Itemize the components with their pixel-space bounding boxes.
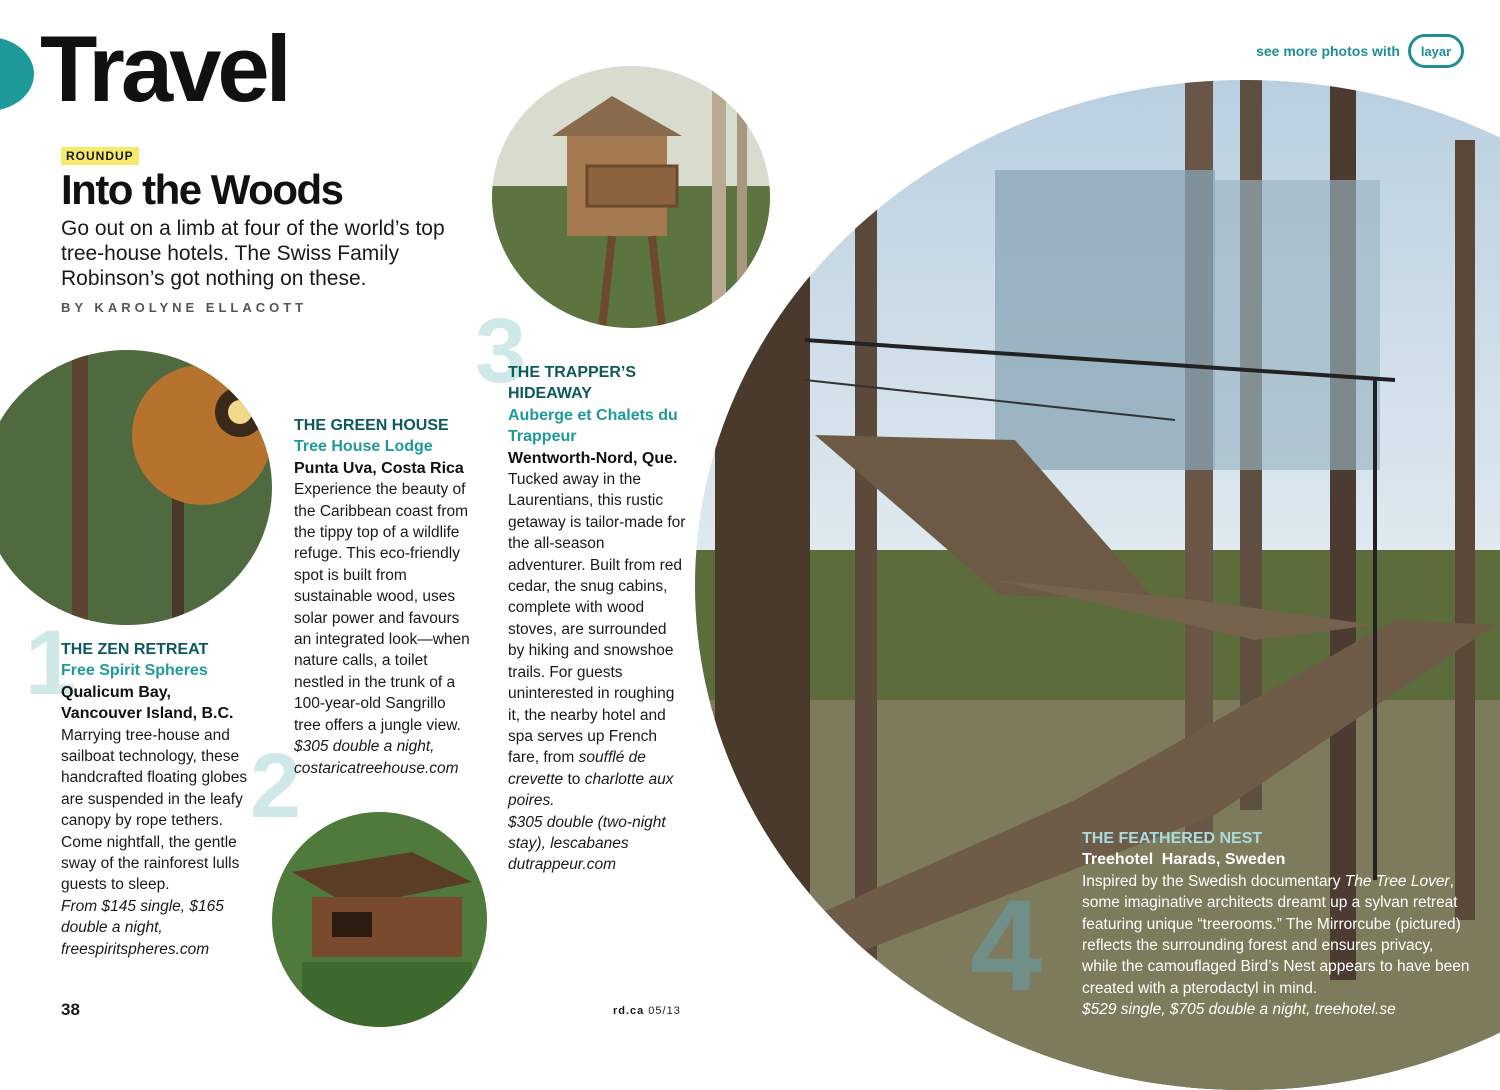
article-headline: Into the Woods xyxy=(61,166,343,213)
entry-price: $305 double (two-night stay), lescabanes dutrappeur.com xyxy=(508,813,666,874)
entry-body: Tucked away in the Laurentians, this rustic getaway is tailor-made for the all-season adventurer. Built from red cedar, the snug cabins, complete with wood stoves, are surrounded by hiking and snowshoe trails. For guests uninterested in roughing it, the nearby hotel and spa serves up French fare, from soufflé de crevette to charlotte aux poires. xyxy=(508,471,686,810)
free-spirit-spheres-photo xyxy=(0,350,272,625)
page-number: 38 xyxy=(61,1000,80,1019)
entry-title: THE TRAPPER’S HIDEAWAY xyxy=(508,364,637,403)
entry-name: Tree House Lodge xyxy=(294,438,433,456)
entry-zen-retreat xyxy=(61,639,251,960)
entry-body: Marrying tree-house and sailboat technology, these handcrafted floating globes are suspended in the leafy canopy by rope tethers. Come nightfall, the gentle sway of the rainforest lulls guests to sleep. xyxy=(61,726,248,894)
entry-location: Punta Uva, Costa Rica xyxy=(294,459,464,477)
entry-location: Qualicum Bay, Vancouver Island, B.C. xyxy=(61,683,234,723)
entry-number-1: 1 xyxy=(25,612,77,714)
entry-title: THE ZEN RETREAT xyxy=(61,641,209,658)
entry-body: Inspired by the Swedish documentary The Tree Lover, some imaginative architects dreamt up a sylvan retreat featuring unique “treerooms.” The Mirrorcube (pictured) reflects the surrounding forest and ensures privacy, while the camouflaged Bird’s Nest appears to have been created with a pterodactyl in mind. xyxy=(1082,872,1470,997)
trappers-hideaway-photo xyxy=(492,66,770,328)
entry-number-2: 2 xyxy=(250,735,302,837)
entry-green-house xyxy=(294,415,472,779)
kicker-badge: ROUNDUP xyxy=(61,147,139,165)
entry-name: Auberge et Chalets du Trappeur xyxy=(508,406,678,446)
entry-feathered-nest xyxy=(1082,828,1472,1021)
section-tab-circle xyxy=(0,37,34,111)
layar-logo: layar xyxy=(1408,34,1464,68)
entry-price: $305 double a night, costaricatreehouse.com xyxy=(294,738,459,777)
entry-name: Free Spirit Spheres xyxy=(61,662,208,680)
byline: BY KAROLYNE ELLACOTT xyxy=(61,300,308,315)
article-dek: Go out on a limb at four of the world’s top tree-house hotels. The Swiss Family Robinson’s got nothing on these. xyxy=(61,217,445,290)
layar-link[interactable] xyxy=(1256,34,1464,68)
entry-number-3: 3 xyxy=(475,300,527,402)
entry-location: Harads, Sweden xyxy=(1161,851,1286,869)
footer-credit xyxy=(613,1005,681,1017)
footer-date: 05/13 xyxy=(648,1005,681,1017)
entry-price: From $145 single, $165 double a night, freespiritspheres.com xyxy=(61,897,224,958)
entry-price: $529 single, $705 double a night, treehotel.se xyxy=(1082,1001,1396,1019)
section-title: Travel xyxy=(40,16,288,121)
entry-body: Experience the beauty of the Caribbean coast from the tippy top of a wildlife refuge. This eco-friendly spot is built from sustainable wood, uses solar power and favours an integrated look—when nature calls, a toilet nestled in the trunk of a 100-year-old Sangrillo tree offers a jungle view. xyxy=(294,481,470,734)
layar-text: see more photos with xyxy=(1256,43,1400,59)
footer-site: rd.ca xyxy=(613,1005,645,1017)
entry-location: Wentworth-Nord, Que. xyxy=(508,449,678,467)
entry-number-4: 4 xyxy=(970,872,1043,1018)
entry-trappers-hideaway xyxy=(508,362,686,876)
entry-name: Treehotel xyxy=(1082,851,1154,869)
entry-title: THE FEATHERED NEST xyxy=(1082,830,1263,847)
entry-title: THE GREEN HOUSE xyxy=(294,417,449,434)
tree-house-lodge-photo xyxy=(272,812,487,1027)
